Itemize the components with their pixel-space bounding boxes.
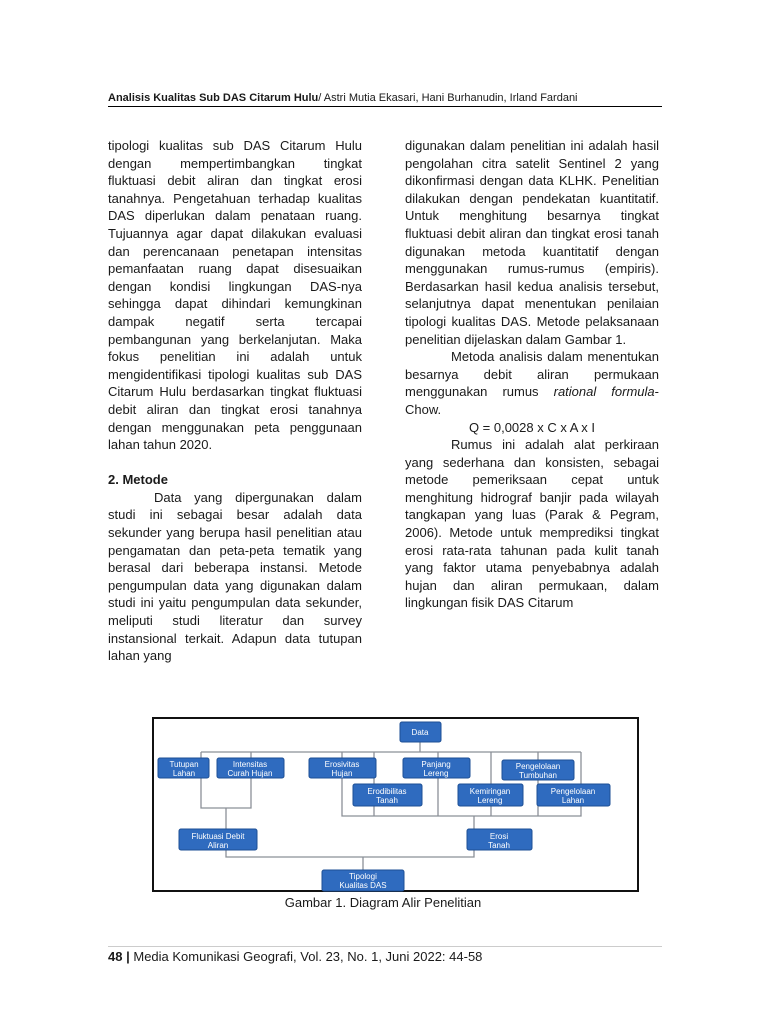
rational-formula-term: rational formula — [553, 384, 655, 400]
node-erosivitas-hujan — [309, 758, 376, 778]
node-panjang-label-1: Panjang — [421, 760, 451, 769]
node-erodibilitas-label-1: Erodibilitas — [367, 787, 407, 796]
connector-bottom-bus — [226, 850, 474, 857]
node-erosi-label-1: Erosi — [489, 832, 509, 841]
right-paragraph-2-tail: -Chow. — [405, 384, 659, 417]
node-lahan-label-2: Lahan — [561, 796, 585, 805]
running-header — [108, 92, 662, 105]
right-paragraph-1: digunakan dalam penelitian ini adalah hasil pengolahan citra satelit Sentinel 2 yang dikonfirmasi dengan data KLHK. Penelitian dilakukan dengan pendekatan kuantitatif. Untuk menghitung besarnya tingkat fluktuasi debit aliran dan tingkat erosi tanah digunakan metoda kuantitatif dengan menggunakan rumus-rumus (empiris). Berdasarkan hasil kedua analisis tersebut, selanjutnya dapat menentukan penilaian tipologi kualitas DAS. Metode pelaksanaan penelitian dijelaskan dalam Gambar 1. — [405, 138, 659, 347]
node-tumbuhan-label-1: Pengelolaan — [515, 762, 561, 771]
node-tutupan-label-1: Tutupan — [169, 760, 199, 769]
footer-rule — [108, 946, 662, 947]
node-tipologi-kualitas-das — [322, 870, 404, 891]
right-paragraph-2 — [405, 348, 659, 418]
node-tipologi-label-2: Kualitas DAS — [339, 881, 387, 890]
node-kemiringan-label-2: Lereng — [477, 796, 503, 805]
node-tumbuhan-label-2: Tumbuhan — [519, 771, 557, 780]
node-panjang-label-2: Lereng — [423, 769, 449, 778]
right-column — [405, 137, 659, 612]
right-paragraph-3: Rumus ini adalah alat perkiraan yang sederhana dan konsisten, sebagai metode pemeriksaan cepat untuk menghitung hidrograf banjir pada wilayah tangkapan yang luas (Parak & Pegram, 2006). Metode untuk memprediksi tingkat erosi rata-rata tahunan pada kulit tanah yang faktor utama penyebabnya adalah hujan dan aliran permukaan, dalam lingkungan fisik DAS Citarum — [405, 437, 659, 611]
connector-left-bus — [201, 778, 251, 808]
node-intensitas-label-2: Curah Hujan — [227, 769, 273, 778]
node-intensitas-curah-hujan — [217, 758, 284, 778]
footer-separator: | — [126, 949, 130, 964]
node-erodibilitas-tanah — [353, 784, 422, 806]
right-paragraph-2-text: Metoda analisis dalam menentukan besarnya debit aliran permukaan menggunakan rumus — [405, 349, 659, 400]
journal-citation: Media Komunikasi Geografi, Vol. 23, No. 1, Juni 2022: 44-58 — [133, 949, 483, 964]
node-kemiringan-lereng — [458, 784, 523, 806]
node-tipologi-label-1: Tipologi — [349, 872, 377, 881]
header-rule — [108, 106, 662, 107]
node-lahan-label-1: Pengelolaan — [550, 787, 596, 796]
section-title: 2. Metode — [108, 472, 168, 488]
node-erosivitas-label-2: Hujan — [331, 769, 353, 778]
node-erosi-tanah — [467, 829, 532, 850]
node-fluktuasi-label-2: Aliran — [207, 841, 229, 850]
node-pengelolaan-lahan — [537, 784, 610, 806]
node-erosi-label-2: Tanah — [488, 841, 510, 850]
node-intensitas-label-1: Intensitas — [232, 760, 268, 769]
flow-diagram — [152, 717, 639, 892]
node-erosivitas-label-1: Erosivitas — [324, 760, 360, 769]
node-fluktuasi-debit-aliran — [179, 829, 257, 850]
header-title: Analisis Kualitas Sub DAS Citarum Hulu — [108, 92, 319, 104]
node-erodibilitas-label-2: Tanah — [376, 796, 398, 805]
node-data — [400, 722, 441, 742]
node-data-label: Data — [411, 728, 429, 737]
node-tutupan-lahan — [158, 758, 209, 778]
node-fluktuasi-label-1: Fluktuasi Debit — [191, 832, 245, 841]
header-authors: / Astri Mutia Ekasari, Hani Burhanudin, Irland Fardani — [318, 92, 578, 104]
page-footer — [108, 949, 482, 964]
left-paragraph-1: tipologi kualitas sub DAS Citarum Hulu dengan mempertimbangkan tingkat fluktuasi debit aliran dan tingkat erosi tanahnya. Pengetahuan terhadap kualitas DAS diperlukan dalam penataan ruang. Tujuannya agar dapat dilakukan evaluasi dan perencanaan penetapan intensitas pemanfaatan ruang dapat disesuaikan dengan kondisi lingkungan DAS-nya sehingga dapat dihindari kemungkinan dampak negatif serta tercapai pembangunan yang berkelanjutan. Maka fokus penelitian ini adalah untuk mengidentifikasi tipologi kualitas sub DAS Citarum Hulu berdasarkan tingkat fluktuasi debit aliran dan tingkat erosi tanahnya dengan menggunakan peta penggunaan lahan tahun 2020. — [108, 138, 362, 453]
node-kemiringan-label-1: Kemiringan — [469, 787, 511, 796]
left-paragraph-2: Data yang dipergunakan dalam studi ini sebagai besar adalah data sekunder yang berupa hasil penelitian atau pengamatan dan peta-peta tematik yang berasal dari beberapa instansi. Metode pengumpulan data yang digunakan dalam studi ini yaitu pengumpulan data sekunder, meliputi studi literatur dan survey instansional terkait. Adapun data tutupan lahan yang — [108, 489, 362, 664]
node-tutupan-label-2: Lahan — [172, 769, 196, 778]
flow-diagram-svg — [154, 719, 639, 892]
figure-caption: Gambar 1. Diagram Alir Penelitian — [284, 895, 482, 910]
node-pengelolaan-tumbuhan — [502, 760, 574, 780]
formula: Q = 0,0028 x C x A x I — [468, 419, 596, 435]
node-panjang-lereng — [403, 758, 470, 778]
left-column — [108, 137, 362, 665]
page-number: 48 — [108, 949, 123, 964]
